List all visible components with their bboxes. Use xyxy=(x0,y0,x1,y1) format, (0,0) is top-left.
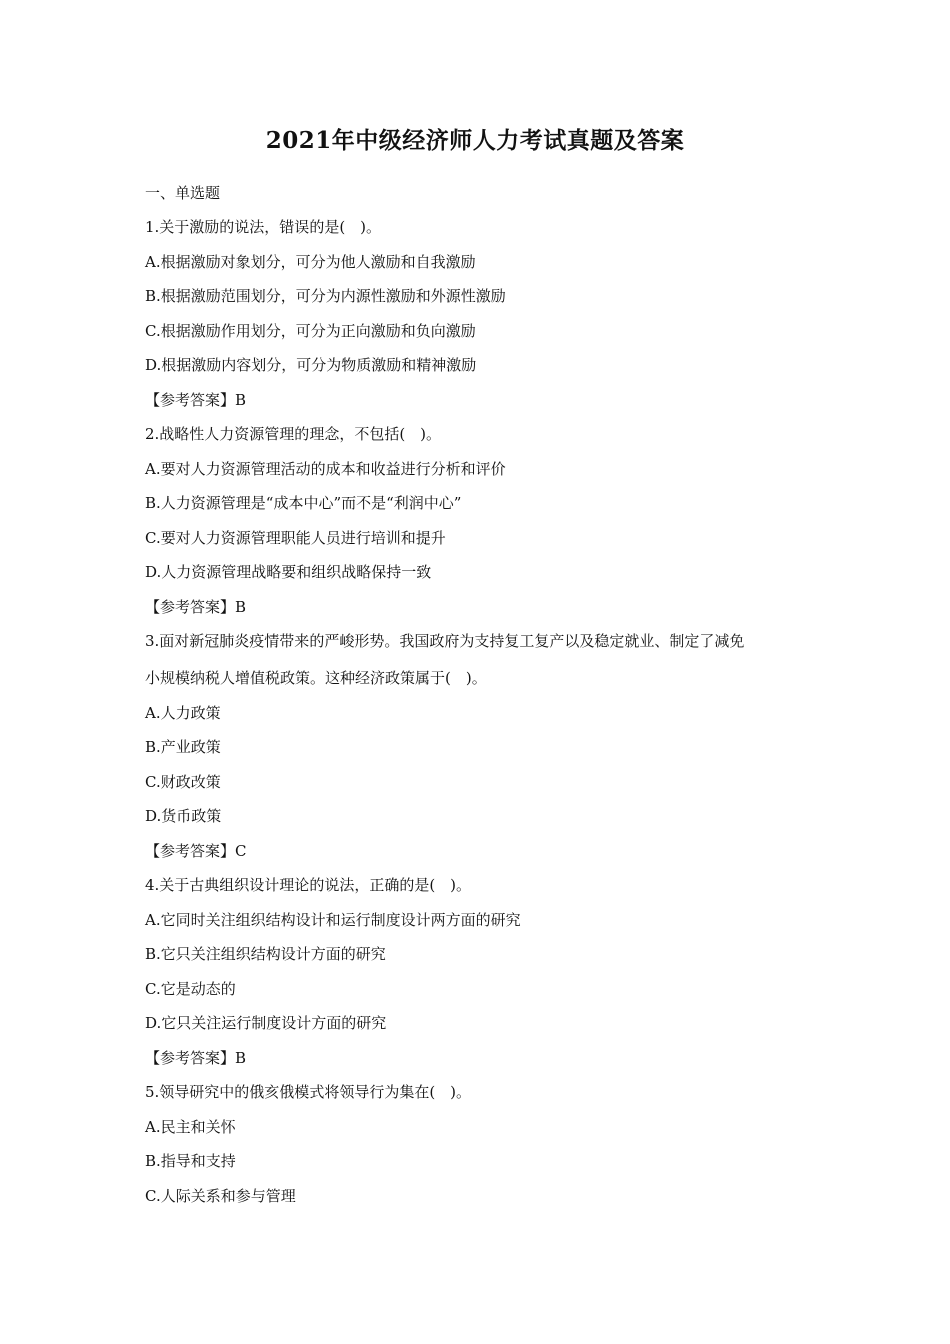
question-1-option-b: B.根据激励范围划分，可分为内源性激励和外源性激励 xyxy=(145,287,506,305)
question-4-stem: 4.关于古典组织设计理论的说法，正确的是( )。 xyxy=(145,876,472,894)
question-1-answer: 【参考答案】B xyxy=(145,391,247,409)
question-4-option-c: C.它是动态的 xyxy=(145,980,236,998)
question-3-stem-line-2: 小规模纳税人增值税政策。这种经济政策属于( )。 xyxy=(145,669,487,687)
question-5-option-b: B.指导和支持 xyxy=(145,1152,236,1170)
question-1-option-a: A.根据激励对象划分，可分为他人激励和自我激励 xyxy=(145,253,476,271)
question-4-answer: 【参考答案】B xyxy=(145,1049,247,1067)
question-4-option-a: A.它同时关注组织结构设计和运行制度设计两方面的研究 xyxy=(145,911,521,929)
document-title: 2021年中级经济师人力考试真题及答案 xyxy=(265,127,685,154)
question-3-option-a: A.人力政策 xyxy=(145,704,221,722)
question-1-option-c: C.根据激励作用划分，可分为正向激励和负向激励 xyxy=(145,322,476,340)
question-1-option-d: D.根据激励内容划分，可分为物质激励和精神激励 xyxy=(145,356,477,374)
question-2-answer: 【参考答案】B xyxy=(145,598,247,616)
question-2-option-c: C.要对人力资源管理职能人员进行培训和提升 xyxy=(145,529,446,547)
question-2-option-b: B.人力资源管理是“成本中心”而不是“利润中心” xyxy=(145,494,462,512)
question-3-option-d: D.货币政策 xyxy=(145,807,222,825)
question-2-option-a: A.要对人力资源管理活动的成本和收益进行分析和评价 xyxy=(145,460,506,478)
question-2-stem: 2.战略性人力资源管理的理念，不包括( )。 xyxy=(145,425,442,443)
question-5-option-c: C.人际关系和参与管理 xyxy=(145,1187,296,1205)
question-3-stem-line-1: 3.面对新冠肺炎疫情带来的严峻形势。我国政府为支持复工复产以及稳定就业、制定了减免 xyxy=(145,632,745,650)
question-3-option-c: C.财政改策 xyxy=(145,773,221,791)
question-2-option-d: D.人力资源管理战略要和组织战略保持一致 xyxy=(145,563,432,581)
question-3-option-b: B.产业政策 xyxy=(145,738,221,756)
section-heading: 一、单选题 xyxy=(145,184,221,202)
question-4-option-d: D.它只关注运行制度设计方面的研究 xyxy=(145,1014,387,1032)
question-5-option-a: A.民主和关怀 xyxy=(145,1118,236,1136)
question-1-stem: 1.关于激励的说法，错误的是( )。 xyxy=(145,218,382,236)
question-5-stem: 5.领导研究中的俄亥俄模式将领导行为集在( )。 xyxy=(145,1083,472,1101)
question-4-option-b: B.它只关注组织结构设计方面的研究 xyxy=(145,945,386,963)
question-3-answer: 【参考答案】C xyxy=(145,842,247,860)
